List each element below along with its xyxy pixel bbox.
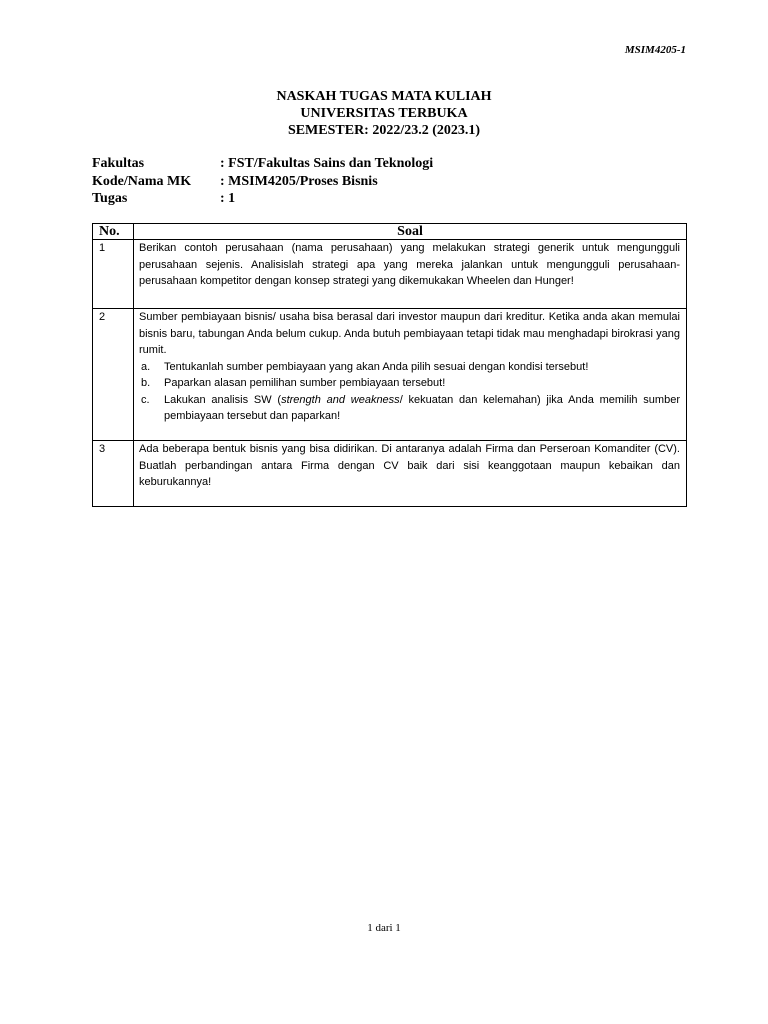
question-text: Ada beberapa bentuk bisnis yang bisa didirikan. Di antaranya adalah Firma dan Perseroan Komanditer (CV). Buatlah perbandingan antara Firma dengan CV baik dari sisi keanggotaan maupun kebaikan dan keburukannya! — [139, 443, 680, 488]
column-header-soal: Soal — [134, 224, 687, 240]
question-text: Sumber pembiayaan bisnis/ usaha bisa berasal dari investor maupun dari kreditur. Ketika anda akan memulai bisnis baru, tabungan Anda belum cukup. Anda butuh pembiayaan tetapi tidak mau menghadapi birokrasi yang rumit. — [139, 311, 680, 356]
course-info — [92, 155, 433, 208]
question-cell — [134, 441, 687, 507]
title-line-3: SEMESTER: 2022/23.2 (2023.1) — [287, 123, 481, 138]
sub-question-marker: a. — [141, 360, 151, 373]
question-number: 2 — [93, 309, 134, 441]
sub-question-text-pre: Lakukan analisis SW ( — [164, 393, 282, 406]
question-cell — [134, 240, 687, 309]
assignment-value: : 1 — [220, 191, 236, 206]
sub-question-a — [141, 359, 680, 376]
sub-question-marker: b. — [141, 377, 151, 389]
faculty-row — [92, 155, 433, 173]
sub-question-marker: c. — [141, 393, 150, 406]
title-line-2: UNIVERSITAS TERBUKA — [300, 106, 468, 121]
sub-question-text: Paparkan alasan pemilihan sumber pembiayaan tersebut! — [164, 377, 446, 389]
assignment-label: Tugas — [92, 191, 128, 206]
question-number: 3 — [93, 441, 134, 507]
sub-question-b — [141, 375, 680, 392]
course-code-row — [92, 173, 433, 191]
table-row — [93, 309, 687, 441]
course-code-value: : MSIM4205/Proses Bisnis — [220, 173, 378, 189]
document-code: MSIM4205-1 — [624, 44, 686, 56]
sub-question-text: Tentukanlah sumber pembiayaan yang akan Anda pilih sesuai dengan kondisi tersebut! — [164, 360, 589, 373]
table-header-row — [93, 224, 687, 240]
page-number: 1 dari 1 — [367, 922, 401, 934]
column-header-no: No. — [93, 224, 134, 240]
question-cell — [134, 309, 687, 441]
sub-question-emphasis: strength and weakness — [281, 393, 400, 406]
questions-table — [92, 223, 687, 507]
faculty-label: Fakultas — [92, 156, 145, 171]
question-number: 1 — [93, 240, 134, 309]
faculty-value: : FST/Fakultas Sains dan Teknologi — [220, 156, 434, 171]
document-title — [0, 88, 768, 139]
sub-question-c — [141, 392, 680, 425]
table-row — [93, 240, 687, 309]
question-text: Berikan contoh perusahaan (nama perusahaan) yang melakukan strategi generik untuk mengungguli perusahaan sejenis. Analisislah strategi apa yang mereka jalankan untuk mengungguli perusahaan-perusahaan kompetitor dengan konsep strategi yang dikemukakan Wheelen dan Hunger! — [139, 242, 680, 287]
title-line-1: NASKAH TUGAS MATA KULIAH — [276, 89, 492, 104]
course-code-label: Kode/Nama MK — [92, 173, 192, 189]
assignment-row — [92, 190, 433, 208]
sub-question-list — [139, 359, 680, 425]
sub-question-text-post: / kekuatan dan kelemahan) jika Anda memilih sumber pembiayaan tersebut dan paparkan! — [164, 393, 680, 422]
table-row — [93, 441, 687, 507]
